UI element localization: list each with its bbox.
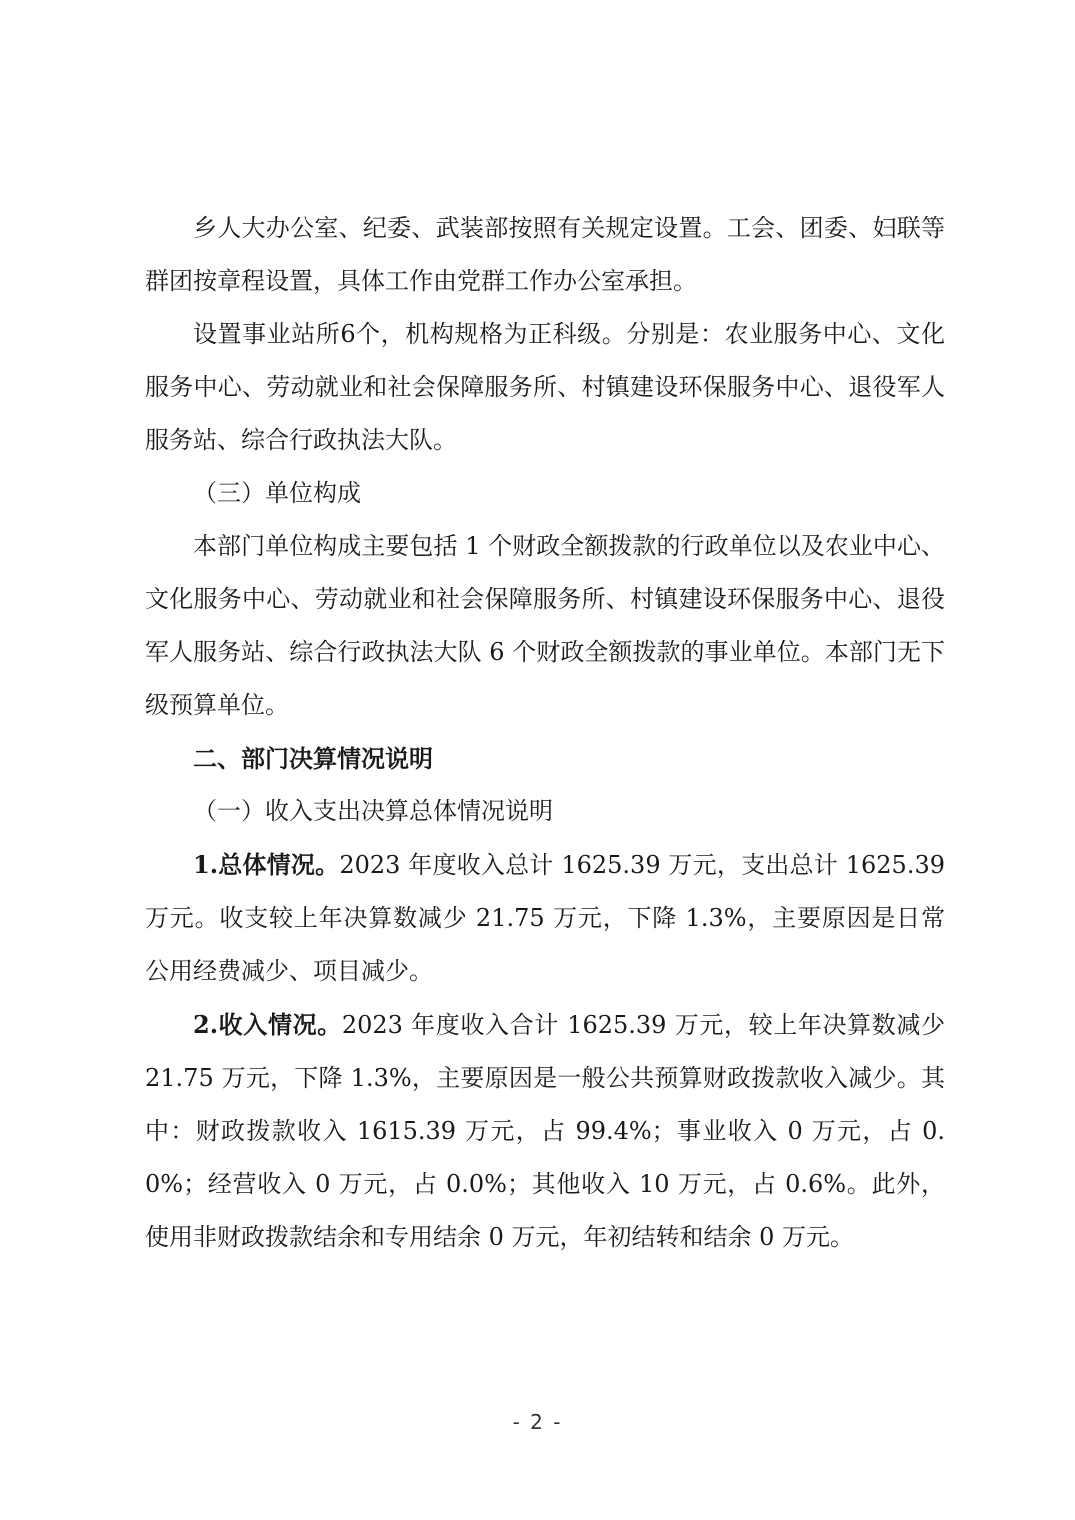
document-body: [145, 202, 945, 1264]
subheading-text: （三）单位构成: [193, 479, 361, 507]
page-number: - 2 -: [512, 1410, 563, 1434]
paragraph-mass-organizations: [145, 202, 945, 308]
paragraph-text: 设置事业站所6个，机构规格为正科级。分别是：农业服务中心、文化服务中心、劳动就业和社会保障服务所、村镇建设环保服务中心、退役军人服务站、综合行政执法大队。: [145, 320, 945, 454]
paragraph-unit-composition: [145, 520, 945, 732]
paragraph-text: 乡人大办公室、纪委、武装部按照有关规定设置。工会、团委、妇联等群团按章程设置，具体工作由党群工作办公室承担。: [145, 214, 945, 295]
paragraph-income-situation: [145, 998, 945, 1264]
paragraph-text: 2023 年度收入合计 1625.39 万元，较上年决算数减少 21.75 万元，下降 1.3%，主要原因是一般公共预算财政拨款收入减少。其中：财政拨款收入 1615.39 万元，占 99.4%；事业收入 0 万元，占 0.0%；经营收入 0 万元，占 0.0%；其他收入 10 万元，占 0.6%。此外，使用非财政拨款结余和专用结余 0 万元，年初结转和结余 0 万元。: [145, 1011, 945, 1251]
paragraph-text: 2023 年度收入总计 1625.39 万元，支出总计 1625.39 万元。收支较上年决算数减少 21.75 万元，下降 1.3%，主要原因是日常公用经费减少、项目减少。: [145, 851, 945, 985]
paragraph-text: 本部门单位构成主要包括 1 个财政全额拨款的行政单位以及农业中心、文化服务中心、劳动就业和社会保障服务所、村镇建设环保服务中心、退役军人服务站、综合行政执法大队 6 个财政全额拨款的事业单位。本部门无下级预算单位。: [145, 532, 945, 719]
paragraph-institution-stations: [145, 308, 945, 467]
subheading-unit-composition: [145, 467, 945, 520]
paragraph-lead: 1.总体情况。: [193, 850, 340, 879]
subheading-income-expenditure-overview: [145, 785, 945, 838]
paragraph-lead: 2.收入情况。: [193, 1010, 342, 1039]
subheading-text: （一）收入支出决算总体情况说明: [193, 797, 553, 825]
section-heading-text: 二、部门决算情况说明: [193, 744, 433, 773]
paragraph-overall-situation: [145, 838, 945, 998]
section-heading-final-accounts: [145, 732, 945, 785]
